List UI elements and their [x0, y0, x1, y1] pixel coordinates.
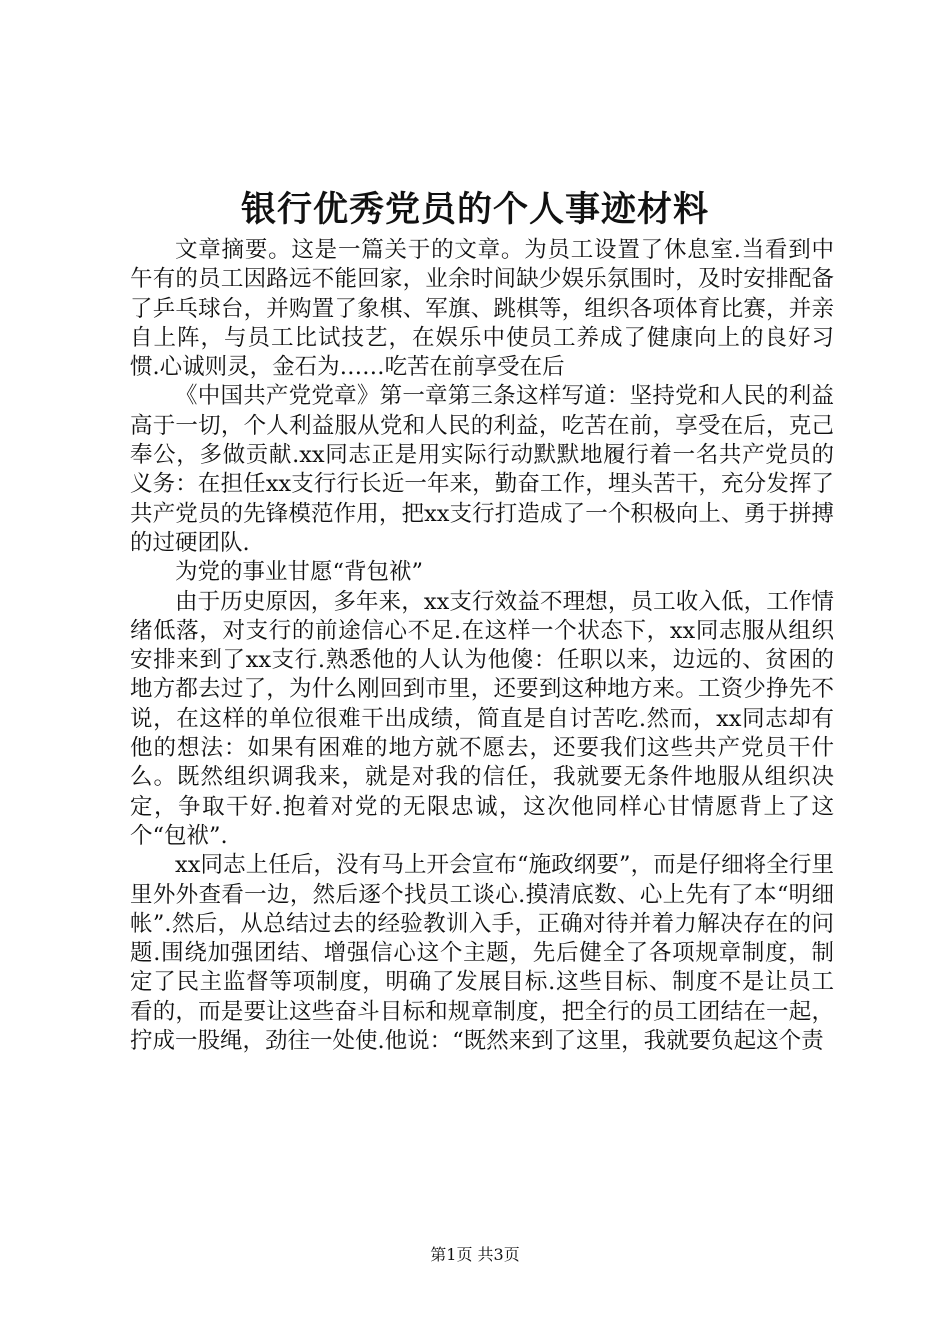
- section-heading: 为党的事业甘愿“背包袱”: [175, 559, 424, 586]
- page-number-footer: 第1页 共3页: [430, 1245, 520, 1264]
- document-title: 银行优秀党员的个人事迹材料: [240, 189, 709, 230]
- paragraph-after-appointment: xx同志上任后，没有马上开会宣布“施政纲要”，而是仔细将全行里里外外查看一边，然后逐个找员工谈心.摸清底数、心上先有了本“明细帐”.然后，从总结过去的经验教训入手，正确对待并着力解决存在的问题.围绕加强团结、增强信心这个主题，先后健全了各项规章制度，制定了民主监督等项制度，明确了发展目标.这些目标、制度不是让员工看的，而是要让这些奋斗目标和规章制度，把全行的员工团结在一起，拧成一股绳，劲往一处使.他说：“既然来到了这里，我就要负起这个责: [130, 852, 834, 1055]
- paragraph-abstract: 文章摘要。这是一篇关于的文章。为员工设置了休息室.当看到中午有的员工因路远不能回家，业余时间缺少娱乐氛围时，及时安排配备了乒乓球台，并购置了象棋、军旗、跳棋等，组织各项体育比赛，并亲自上阵，与员工比试技艺，在娱乐中使员工养成了健康向上的良好习惯.心诚则灵，金石为……吃苦在前享受在后: [130, 237, 834, 381]
- paragraph-party-constitution: 《中国共产党党章》第一章第三条这样写道：坚持党和人民的利益高于一切，个人利益服从党和人民的利益，吃苦在前，享受在后，克己奉公，多做贡献.xx同志正是用实际行动默默地履行着一名共产党员的义务：在担任xx支行行长近一年来，勤奋工作，埋头苦干，充分发挥了共产党员的先锋模范作用，把xx支行打造成了一个积极向上、勇于拼搏的过硬团队.: [130, 383, 834, 556]
- document-body: [130, 236, 834, 1056]
- paragraph-history: 由于历史原因，多年来，xx支行效益不理想，员工收入低，工作情绪低落，对支行的前途信心不足.在这样一个状态下，xx同志服从组织安排来到了xx支行.熟悉他的人认为他傻：任职以来，边远的、贫困的地方都去过了，为什么刚回到市里，还要到这种地方来。工资少挣先不说，在这样的单位很难干出成绩，简直是自讨苦吃.然而，xx同志却有他的想法：如果有困难的地方就不愿去，还要我们这些共产党员干什么。既然组织调我来，就是对我的信任，我就要无条件地服从组织决定，争取干好.抱着对党的无限忠诚，这次他同样心甘情愿背上了这个“包袱”.: [130, 588, 834, 849]
